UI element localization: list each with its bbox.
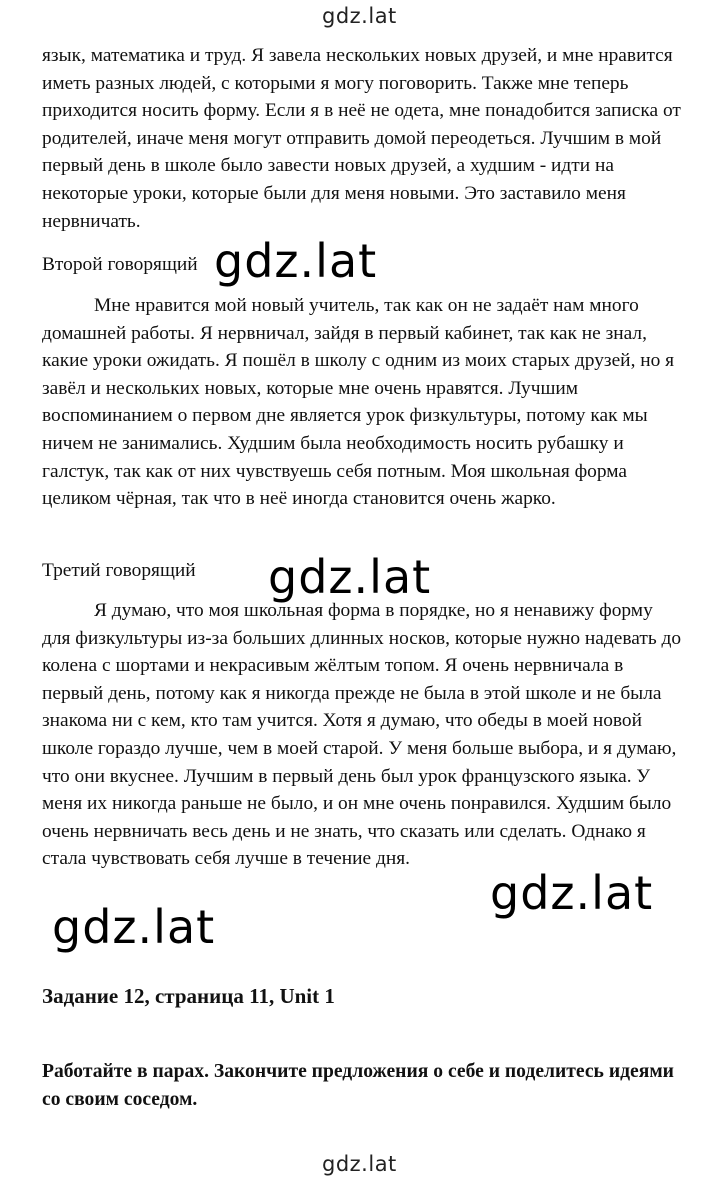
watermark-4: gdz.lat xyxy=(52,900,216,954)
intro-paragraph: язык, математика и труд. Я завела нескольких новых друзей, и мне нравится иметь разных людей, с которыми я могу поговорить. Также мне теперь приходится носить форму. Если я в неё не одета, мне понадобится записка от родителей, иначе меня могут отправить домой переодеться. Лучшим в мой первый день в школе было завести новых друзей, а худшим - идти на некоторые уроки, которые были для меня новыми. Это заставило меня нервничать. xyxy=(42,45,681,232)
watermark-2: gdz.lat xyxy=(268,550,432,604)
task-heading: Задание 12, страница 11, Unit 1 xyxy=(42,984,335,1008)
task-instruction: Работайте в парах. Закончите предложения о себе и поделитесь идеями со своим соседом. xyxy=(42,1061,674,1110)
speaker3-text: Я думаю, что моя школьная форма в порядке, но я ненавижу форму для физкультуры из-за больших длинных носков, которые нужно надевать до колена с шортами и некрасивым жёлтым топом. Я очень нервничала в первый день, потому как я никогда прежде не была в этой школе и не была знакома ни с кем, кто там учится. Хотя я думаю, что обеды в моей новой школе гораздо лучше, чем в моей старой. У меня больше выбора, и я думаю, что они вкуснее. Лучшим в первый день был урок французского языка. У меня их никогда раньше не было, и он мне очень понравился. Худшим было очень нервничать весь день и не знать, что сказать или сделать. Однако я стала чувствовать себя лучше в течение дня. xyxy=(42,600,682,870)
speaker2-text: Мне нравится мой новый учитель, так как он не задаёт нам много домашней работы. Я нервничал, зайдя в первый кабинет, так как не знал, какие уроки ожидать. Я пошёл в школу с одним из моих старых друзей, но я завёл и нескольких новых, которые мне очень нравятся. Лучшим воспоминанием о первом дне является урок физкультуры, потому как мы ничем не занимались. Худшим была необходимость носить рубашку и галстук, так как от них чувствуешь себя потным. Моя школьная форма целиком чёрная, так что в неё иногда становится очень жарко. xyxy=(42,295,675,510)
watermark-bottom: gdz.lat xyxy=(322,1152,397,1176)
watermark-1: gdz.lat xyxy=(214,234,378,288)
speaker2-label: Второй говорящий xyxy=(42,254,198,275)
watermark-3: gdz.lat xyxy=(490,866,654,920)
watermark-top: gdz.lat xyxy=(322,4,397,28)
speaker3-label: Третий говорящий xyxy=(42,560,196,581)
